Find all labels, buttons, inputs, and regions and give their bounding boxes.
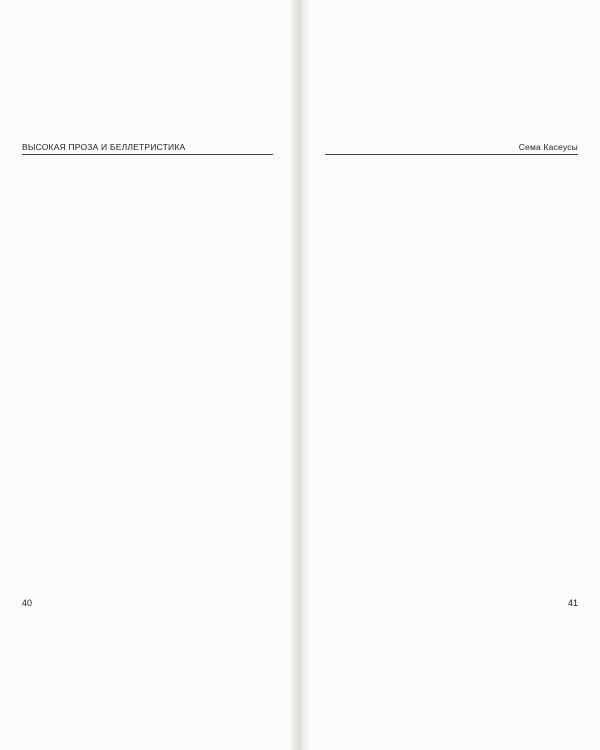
book-gutter — [291, 0, 309, 750]
running-head-left: ВЫСОКАЯ ПРОЗА И БЕЛЛЕТРИСТИКА — [22, 142, 186, 152]
page-number-left: 40 — [22, 598, 33, 608]
running-head-right: Сема Касеусы — [518, 142, 578, 152]
left-page — [0, 0, 291, 750]
page-number-right: 41 — [567, 598, 578, 608]
header-rule-right — [325, 154, 578, 155]
right-page — [309, 0, 600, 750]
header-rule-left — [22, 154, 273, 155]
